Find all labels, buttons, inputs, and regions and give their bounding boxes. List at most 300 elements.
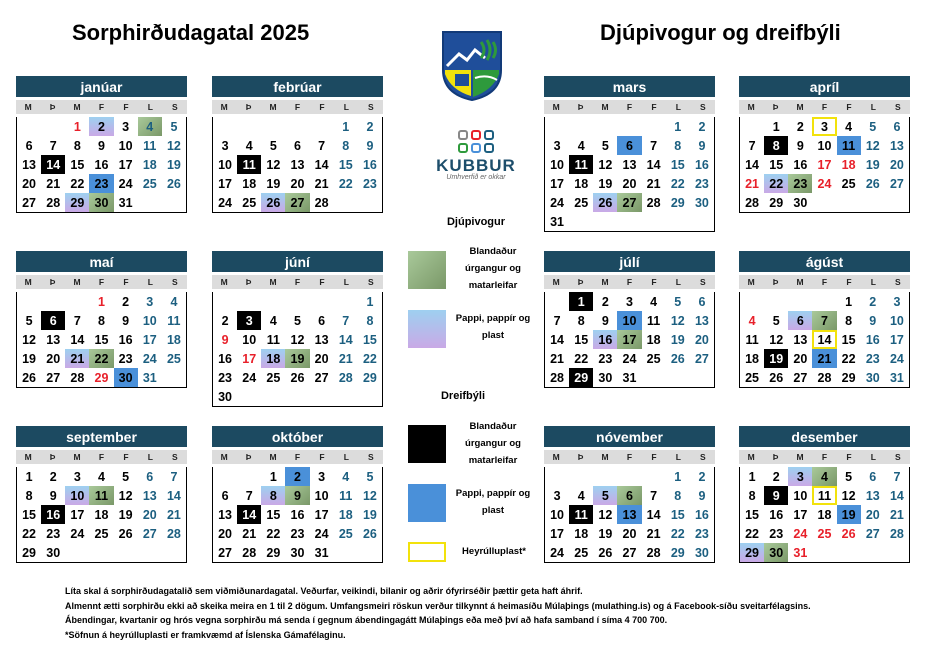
day: 12 — [266, 157, 281, 172]
day: 13 — [290, 157, 305, 172]
day: 4 — [577, 138, 585, 153]
day-mixed-waste: 4 — [812, 467, 836, 486]
weekday-label: Þ — [577, 277, 584, 287]
weekday-label: Þ — [245, 452, 252, 462]
day: 24 — [793, 526, 808, 541]
weekday-label: F — [821, 452, 828, 462]
day: 19 — [670, 332, 685, 347]
day-empty — [617, 467, 641, 486]
weekday-label: M — [552, 277, 560, 287]
weekday-label: F — [98, 277, 105, 287]
day: 17 — [118, 157, 133, 172]
day-mixed-waste: 22 — [89, 349, 113, 368]
day: 27 — [46, 370, 61, 385]
weekday-row — [544, 275, 715, 289]
day: 21 — [646, 526, 661, 541]
day: 10 — [550, 157, 565, 172]
weekday-label: F — [98, 102, 105, 112]
day: 10 — [242, 332, 257, 347]
day-paper: 8 — [261, 486, 285, 505]
month-days — [544, 292, 715, 388]
footer-line-3: Ábendingar, kvartanir og hrós vegna sorphirðu má senda í gegnum ábendingagátt Múlaþings eða með því að hafa samband í síma 4 700 700. — [65, 615, 668, 625]
day: 8 — [674, 138, 682, 153]
day: 22 — [266, 526, 281, 541]
day-empty — [65, 292, 89, 311]
day: 25 — [166, 351, 181, 366]
weekday-label: M — [220, 452, 228, 462]
day-paper: 26 — [593, 193, 617, 212]
day: 27 — [865, 526, 880, 541]
legend-swatch-paper-plastic-rural — [408, 484, 446, 522]
weekday-label: M — [552, 452, 560, 462]
day: 21 — [338, 351, 353, 366]
day: 10 — [218, 157, 233, 172]
day: 16 — [218, 351, 233, 366]
day: 18 — [745, 351, 760, 366]
day: 18 — [817, 507, 832, 522]
month-days — [16, 292, 187, 388]
day: 10 — [142, 313, 157, 328]
day: 13 — [622, 157, 637, 172]
logo-square — [458, 143, 468, 153]
day-empty — [310, 117, 334, 136]
day: 14 — [889, 488, 904, 503]
day: 15 — [769, 157, 784, 172]
day: 22 — [670, 526, 685, 541]
month-desember — [739, 426, 910, 563]
day: 24 — [142, 351, 157, 366]
day: 6 — [869, 469, 877, 484]
day: 30 — [598, 370, 613, 385]
day: 21 — [646, 176, 661, 191]
day-empty — [41, 292, 65, 311]
weekday-label: F — [651, 452, 657, 462]
day-bale-plastic: 11 — [812, 486, 836, 505]
day: 17 — [70, 507, 85, 522]
day: 8 — [748, 488, 756, 503]
day: 13 — [694, 313, 709, 328]
day: 3 — [893, 294, 901, 309]
day: 8 — [98, 313, 105, 328]
day: 12 — [362, 488, 377, 503]
day: 14 — [70, 332, 85, 347]
day: 13 — [865, 488, 880, 503]
day: 5 — [772, 313, 780, 328]
day: 25 — [338, 526, 353, 541]
weekday-label: M — [269, 277, 277, 287]
day: 7 — [893, 469, 901, 484]
day-empty — [237, 117, 261, 136]
weekday-label: M — [73, 452, 81, 462]
day: 28 — [166, 526, 181, 541]
day-paper: 3 — [788, 467, 812, 486]
day-paper: 21 — [65, 349, 89, 368]
month-maí — [16, 251, 187, 388]
day: 28 — [550, 370, 565, 385]
day-paper-rural: 21 — [812, 349, 836, 368]
day: 10 — [793, 488, 808, 503]
day: 3 — [626, 294, 633, 309]
day: 1 — [674, 469, 682, 484]
day: 21 — [46, 176, 61, 191]
day: 17 — [314, 507, 329, 522]
weekday-row — [739, 100, 910, 114]
day-paper-rural: 19 — [837, 505, 861, 524]
footer-line-1: Líta skal á sorphirðudagatalið sem viðmiðunardagatal. Veðurfar, veikindi, bilanir og aðrir ófyrirséðir þættir geta haft áhrif. — [65, 586, 583, 596]
day-empty — [569, 467, 593, 486]
day: 16 — [290, 507, 305, 522]
day: 10 — [817, 138, 832, 153]
legend-label-paper-plastic: Pappi, pappír og plast — [455, 313, 531, 341]
day: 29 — [362, 370, 377, 385]
day: 9 — [796, 138, 804, 153]
month-days — [212, 117, 383, 213]
day: 22 — [70, 176, 85, 191]
month-days — [739, 292, 910, 388]
day: 8 — [25, 488, 33, 503]
day: 22 — [362, 351, 377, 366]
day: 8 — [577, 313, 585, 328]
weekday-label: L — [675, 277, 681, 287]
day: 9 — [221, 332, 229, 347]
day: 14 — [338, 332, 353, 347]
day: 17 — [142, 332, 157, 347]
weekday-row — [739, 450, 910, 464]
day: 14 — [550, 332, 565, 347]
day: 8 — [845, 313, 853, 328]
day: 16 — [694, 157, 709, 172]
day: 5 — [845, 469, 853, 484]
weekday-label: F — [294, 277, 301, 287]
day: 7 — [49, 138, 57, 153]
day: 24 — [70, 526, 85, 541]
day: 14 — [745, 157, 760, 172]
weekday-label: M — [220, 277, 228, 287]
day: 22 — [574, 351, 589, 366]
region-title: Djúpivogur og dreifbýli — [600, 20, 841, 45]
day: 4 — [845, 119, 853, 134]
day: 2 — [698, 469, 706, 484]
day: 21 — [745, 176, 760, 191]
day: 18 — [242, 176, 257, 191]
weekday-label: F — [821, 277, 828, 287]
day: 2 — [366, 119, 374, 134]
weekday-label: Þ — [577, 102, 584, 112]
day: 24 — [550, 195, 565, 210]
day: 5 — [170, 119, 178, 134]
day: 9 — [698, 488, 706, 503]
day: 15 — [670, 157, 685, 172]
day-mixed-waste: 9 — [285, 486, 309, 505]
day: 27 — [622, 545, 637, 560]
day-paper-rural: 13 — [617, 505, 641, 524]
day: 2 — [869, 294, 877, 309]
day-empty — [237, 467, 261, 486]
day: 28 — [338, 370, 353, 385]
day: 7 — [748, 138, 756, 153]
day: 25 — [574, 195, 589, 210]
day: 16 — [865, 332, 880, 347]
day-paper: 18 — [261, 349, 285, 368]
day: 11 — [647, 313, 661, 328]
day: 23 — [46, 526, 61, 541]
day: 16 — [793, 157, 808, 172]
day: 19 — [118, 507, 133, 522]
weekday-label: M — [747, 102, 755, 112]
legend-label-bale-plastic: Heyrúlluplast* — [462, 546, 526, 557]
day: 20 — [22, 176, 37, 191]
weekday-label: L — [147, 277, 153, 287]
day: 7 — [73, 313, 81, 328]
day: 17 — [889, 332, 904, 347]
weekday-row — [212, 275, 383, 289]
day: 7 — [650, 488, 658, 503]
day: 25 — [745, 370, 760, 385]
day: 28 — [646, 195, 661, 210]
day: 21 — [166, 507, 181, 522]
day: 31 — [550, 214, 565, 229]
weekday-label: F — [98, 452, 105, 462]
day: 13 — [314, 332, 329, 347]
day: 22 — [670, 176, 685, 191]
day: 17 — [817, 157, 832, 172]
day: 24 — [314, 526, 329, 541]
weekday-label: F — [294, 102, 301, 112]
weekday-label: M — [269, 452, 277, 462]
weekday-label: Þ — [772, 277, 779, 287]
kubbur-brand: KUBBUR — [436, 156, 516, 175]
day: 19 — [598, 526, 613, 541]
day: 1 — [772, 119, 780, 134]
day-empty — [740, 117, 764, 136]
day: 30 — [218, 389, 233, 404]
month-header: janúar — [16, 76, 187, 97]
day: 8 — [366, 313, 374, 328]
day: 4 — [170, 294, 178, 309]
day-empty — [310, 292, 334, 311]
day: 16 — [694, 507, 709, 522]
month-days — [544, 117, 715, 232]
weekday-label: L — [343, 452, 349, 462]
day-empty — [261, 117, 285, 136]
day-mixed-waste: 27 — [285, 193, 309, 212]
footer-line-2: Almennt ætti sorphirðu ekki að skeika meira en 1 til 2 dögum. Umfangsmeiri röskun verður tilkynnt á heimasíðu Múlaþings (mulathing.is) og á Facebook-síðu sveitarfélagsins. — [65, 600, 811, 611]
day-paper-rural: 23 — [89, 174, 113, 193]
day: 5 — [674, 294, 682, 309]
day-mixed-waste: 27 — [617, 193, 641, 212]
month-september — [16, 426, 187, 563]
day: 1 — [25, 469, 33, 484]
day: 9 — [698, 138, 706, 153]
section-djupivogur: Djúpivogur — [446, 216, 506, 228]
day: 12 — [166, 138, 181, 153]
day-empty — [17, 292, 41, 311]
day: 19 — [166, 157, 181, 172]
weekday-label: M — [601, 452, 609, 462]
day-empty — [213, 117, 237, 136]
kubbur-tagline: Umhverfið er okkar — [446, 174, 506, 181]
day: 5 — [601, 138, 609, 153]
day: 11 — [266, 332, 280, 347]
day: 22 — [22, 526, 37, 541]
day: 18 — [338, 507, 353, 522]
day: 15 — [670, 507, 685, 522]
day: 22 — [841, 351, 856, 366]
weekday-row — [212, 450, 383, 464]
weekday-label: M — [24, 102, 32, 112]
day: 19 — [266, 176, 281, 191]
weekday-label: F — [123, 277, 129, 287]
day-empty — [261, 292, 285, 311]
day: 10 — [550, 507, 565, 522]
day: 13 — [46, 332, 61, 347]
legend-label-mixed-waste-rural: Blandaður úrgangur og matarleifar — [465, 421, 521, 466]
day-mixed-waste: 23 — [788, 174, 812, 193]
day: 26 — [166, 176, 181, 191]
day-empty — [593, 467, 617, 486]
day: 21 — [550, 351, 565, 366]
municipal-crest-icon — [441, 30, 503, 102]
day: 23 — [598, 351, 613, 366]
day: 28 — [817, 370, 832, 385]
day: 7 — [650, 138, 658, 153]
day: 27 — [889, 176, 904, 191]
day-mixed-waste: 30 — [764, 543, 788, 562]
day: 24 — [242, 370, 257, 385]
weekday-row — [739, 275, 910, 289]
month-header: júní — [212, 251, 383, 272]
day-empty — [740, 292, 764, 311]
weekday-label: S — [699, 452, 706, 462]
day: 6 — [25, 138, 33, 153]
day: 26 — [865, 176, 880, 191]
day-paper: 29 — [65, 193, 89, 212]
weekday-label: F — [626, 277, 633, 287]
day: 23 — [865, 351, 880, 366]
day: 13 — [142, 488, 157, 503]
day: 3 — [122, 119, 130, 134]
day: 19 — [362, 507, 377, 522]
day: 24 — [889, 351, 904, 366]
day-mixed-waste-rural: 11 — [237, 155, 261, 174]
day: 12 — [769, 332, 784, 347]
day-paper: 16 — [593, 330, 617, 349]
day: 12 — [118, 488, 133, 503]
day-mixed-waste: 19 — [285, 349, 309, 368]
day: 1 — [73, 119, 81, 134]
day: 16 — [118, 332, 133, 347]
day: 25 — [94, 526, 109, 541]
day-paper: 6 — [788, 311, 812, 330]
day: 8 — [342, 138, 350, 153]
day: 2 — [49, 469, 57, 484]
weekday-label: F — [626, 452, 633, 462]
weekday-label: L — [675, 452, 681, 462]
day-empty — [642, 117, 666, 136]
day: 23 — [362, 176, 377, 191]
day-mixed-waste: 4 — [138, 117, 162, 136]
weekday-label: L — [870, 277, 876, 287]
day-empty — [617, 117, 641, 136]
day: 13 — [889, 138, 904, 153]
weekday-label: M — [601, 102, 609, 112]
day: 15 — [70, 157, 85, 172]
weekday-label: L — [147, 452, 153, 462]
day-mixed-waste-rural: 19 — [764, 349, 788, 368]
day: 18 — [142, 157, 157, 172]
day-mixed-waste: 30 — [89, 193, 113, 212]
day: 26 — [769, 370, 784, 385]
day: 7 — [245, 488, 253, 503]
weekday-label: S — [699, 277, 706, 287]
month-header: desember — [739, 426, 910, 447]
day-mixed-waste-rural: 9 — [764, 486, 788, 505]
day: 28 — [314, 195, 329, 210]
weekday-label: F — [123, 452, 129, 462]
day: 15 — [266, 507, 281, 522]
day: 18 — [94, 507, 109, 522]
day: 30 — [694, 195, 709, 210]
day: 29 — [670, 195, 685, 210]
day: 10 — [314, 488, 329, 503]
day: 31 — [142, 370, 157, 385]
day: 30 — [865, 370, 880, 385]
footer-line-4: *Söfnun á heyrúlluplasti er framkvæmd af Íslenska Gámafélaginu. — [65, 629, 346, 640]
month-days — [212, 292, 383, 407]
day-mixed-waste-rural: 16 — [41, 505, 65, 524]
day: 7 — [342, 313, 350, 328]
weekday-label: S — [367, 452, 374, 462]
day: 9 — [601, 313, 609, 328]
day: 20 — [694, 332, 709, 347]
weekday-label: F — [319, 102, 325, 112]
day: 24 — [550, 545, 565, 560]
month-days — [16, 467, 187, 563]
month-júní — [212, 251, 383, 407]
month-október — [212, 426, 383, 563]
day: 15 — [745, 507, 760, 522]
legend-label-mixed-waste: Blandaður úrgangur og matarleifar — [465, 246, 521, 291]
day: 18 — [574, 176, 589, 191]
weekday-row — [212, 100, 383, 114]
weekday-label: M — [601, 277, 609, 287]
day: 4 — [748, 313, 756, 328]
day: 5 — [294, 313, 301, 328]
weekday-label: M — [796, 277, 804, 287]
weekday-label: S — [171, 277, 178, 287]
weekday-label: F — [846, 102, 852, 112]
day: 26 — [118, 526, 133, 541]
day: 3 — [221, 138, 229, 153]
day: 3 — [318, 469, 326, 484]
day: 16 — [362, 157, 377, 172]
day: 3 — [553, 138, 561, 153]
day: 28 — [646, 545, 661, 560]
day: 25 — [266, 370, 281, 385]
day-empty — [593, 117, 617, 136]
day: 1 — [748, 469, 756, 484]
day: 29 — [670, 545, 685, 560]
weekday-label: F — [319, 452, 325, 462]
day: 27 — [22, 195, 37, 210]
day: 21 — [889, 507, 904, 522]
weekday-label: S — [171, 452, 178, 462]
weekday-label: M — [24, 452, 32, 462]
day: 9 — [122, 313, 130, 328]
day: 6 — [221, 488, 229, 503]
day: 29 — [841, 370, 856, 385]
day-empty — [545, 117, 569, 136]
